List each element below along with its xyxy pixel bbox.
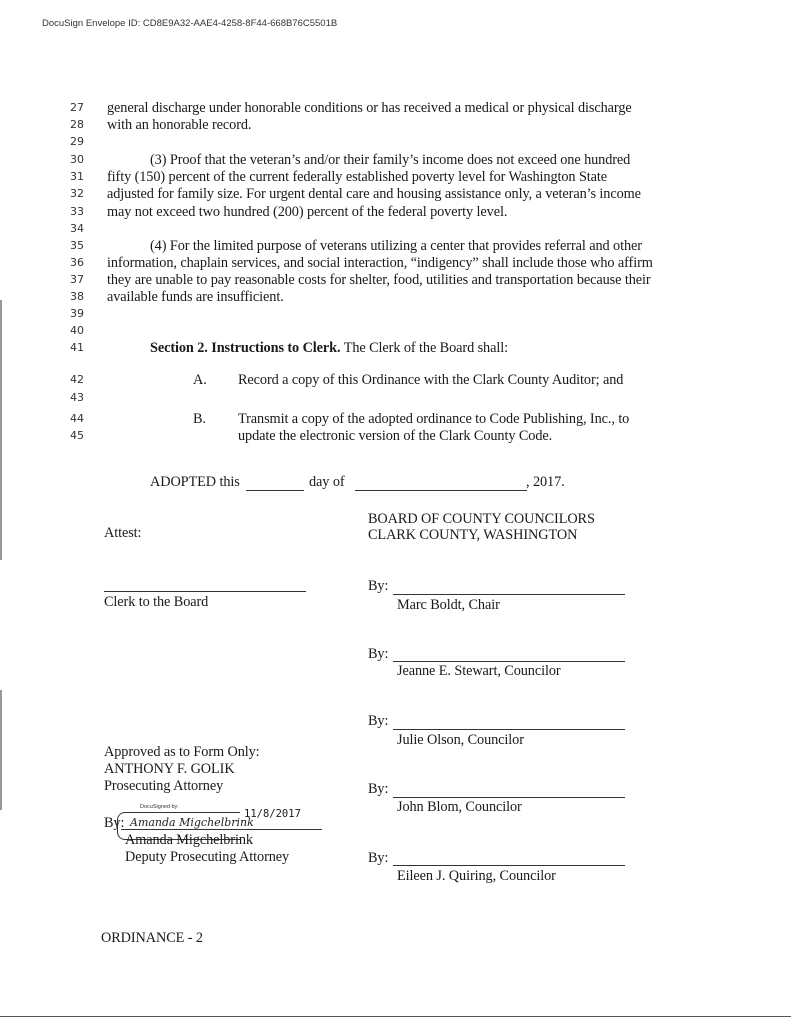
envelope-id: DocuSign Envelope ID: CD8E9A32-AAE4-4258-8F44-668B76C5501B <box>42 18 338 29</box>
signature-line <box>393 797 625 798</box>
board-name: BOARD OF COUNTY COUNCILORS <box>368 511 595 527</box>
item-letter-b: B. <box>193 411 206 427</box>
signature-line <box>393 661 625 662</box>
clerk-signature-line <box>104 591 306 592</box>
line-number: 42 <box>70 373 84 386</box>
line-number: 37 <box>70 273 84 286</box>
line-number: 32 <box>70 187 84 200</box>
line-number: 35 <box>70 239 84 252</box>
adopted-day-blank <box>246 490 304 491</box>
item-letter-a: A. <box>193 372 207 388</box>
item-text-a: Record a copy of this Ordinance with the Clark County Auditor; and <box>238 372 624 388</box>
line-number: 31 <box>70 170 84 183</box>
body-line: they are unable to pay reasonable costs for shelter, food, utilities and transportation because their <box>107 272 651 288</box>
signer-name: John Blom, Councilor <box>397 799 522 815</box>
line-number: 29 <box>70 135 84 148</box>
by-label: By: <box>368 578 389 594</box>
line-number: 28 <box>70 118 84 131</box>
line-number: 30 <box>70 153 84 166</box>
by-label: By: <box>368 850 389 866</box>
line-number: 36 <box>70 256 84 269</box>
adopted-prefix: ADOPTED this <box>150 474 240 490</box>
item-text-b: Transmit a copy of the adopted ordinance to Code Publishing, Inc., to <box>238 411 630 427</box>
attest-label: Attest: <box>104 525 142 541</box>
approval-attorney-name: ANTHONY F. GOLIK <box>104 761 235 777</box>
body-line: (3) Proof that the veteran’s and/or their family’s income does not exceed one hundred <box>150 152 631 168</box>
page-footer: ORDINANCE - 2 <box>101 930 203 946</box>
scan-edge <box>0 300 2 560</box>
signer-name: Julie Olson, Councilor <box>397 732 524 748</box>
by-label: By: <box>368 781 389 797</box>
approval-line-1: Approved as to Form Only: <box>104 744 260 760</box>
adopted-middle: day of <box>309 474 345 490</box>
handwritten-signature: Amanda Migchelbrink <box>130 816 254 829</box>
body-line: general discharge under honorable conditions or has received a medical or physical discharge <box>107 100 632 116</box>
adopted-suffix: , 2017. <box>526 474 565 490</box>
body-line: (4) For the limited purpose of veterans utilizing a center that provides referral and other <box>150 238 642 254</box>
line-number: 41 <box>70 341 84 354</box>
signer-name: Jeanne E. Stewart, Councilor <box>397 663 561 679</box>
deputy-title: Deputy Prosecuting Attorney <box>125 849 290 865</box>
signature-date: 11/8/2017 <box>244 808 301 820</box>
body-line: available funds are insufficient. <box>107 289 284 305</box>
line-number: 44 <box>70 412 84 425</box>
line-number: 45 <box>70 429 84 442</box>
adopted-month-blank <box>355 490 527 491</box>
signature-line <box>393 594 625 595</box>
signer-name: Marc Boldt, Chair <box>397 597 500 613</box>
section-heading: Section 2. Instructions to Clerk. <box>150 340 341 356</box>
body-line: fifty (150) percent of the current federally established poverty level for Washington State <box>107 169 608 185</box>
approval-by-label: By: <box>104 815 125 831</box>
signature-line <box>393 865 625 866</box>
section-heading-line <box>150 340 508 357</box>
deputy-name: Amanda Migchelbrink <box>125 832 253 848</box>
approval-signature-line <box>121 829 322 830</box>
scan-bottom-edge <box>0 1016 791 1017</box>
body-line: with an honorable record. <box>107 117 252 133</box>
by-label: By: <box>368 646 389 662</box>
board-county: CLARK COUNTY, WASHINGTON <box>368 527 578 543</box>
line-number: 39 <box>70 307 84 320</box>
clerk-label: Clerk to the Board <box>104 594 209 610</box>
item-text-b: update the electronic version of the Clark County Code. <box>238 428 553 444</box>
body-line: information, chaplain services, and social interaction, “indigency” shall include those who affirm <box>107 255 653 271</box>
line-number: 33 <box>70 205 84 218</box>
line-number: 34 <box>70 222 84 235</box>
scan-edge <box>0 690 2 810</box>
line-number: 27 <box>70 101 84 114</box>
signer-name: Eileen J. Quiring, Councilor <box>397 868 556 884</box>
signature-line <box>393 729 625 730</box>
line-number: 43 <box>70 391 84 404</box>
line-number: 40 <box>70 324 84 337</box>
approval-attorney-title: Prosecuting Attorney <box>104 778 224 794</box>
body-line: may not exceed two hundred (200) percent of the federal poverty level. <box>107 204 508 220</box>
docusign-stamp-header: DocuSigned by: <box>140 804 179 810</box>
line-number: 38 <box>70 290 84 303</box>
body-line: adjusted for family size. For urgent dental care and housing assistance only, a veteran’s income <box>107 186 641 202</box>
by-label: By: <box>368 713 389 729</box>
section-intro: The Clerk of the Board shall: <box>343 340 508 356</box>
